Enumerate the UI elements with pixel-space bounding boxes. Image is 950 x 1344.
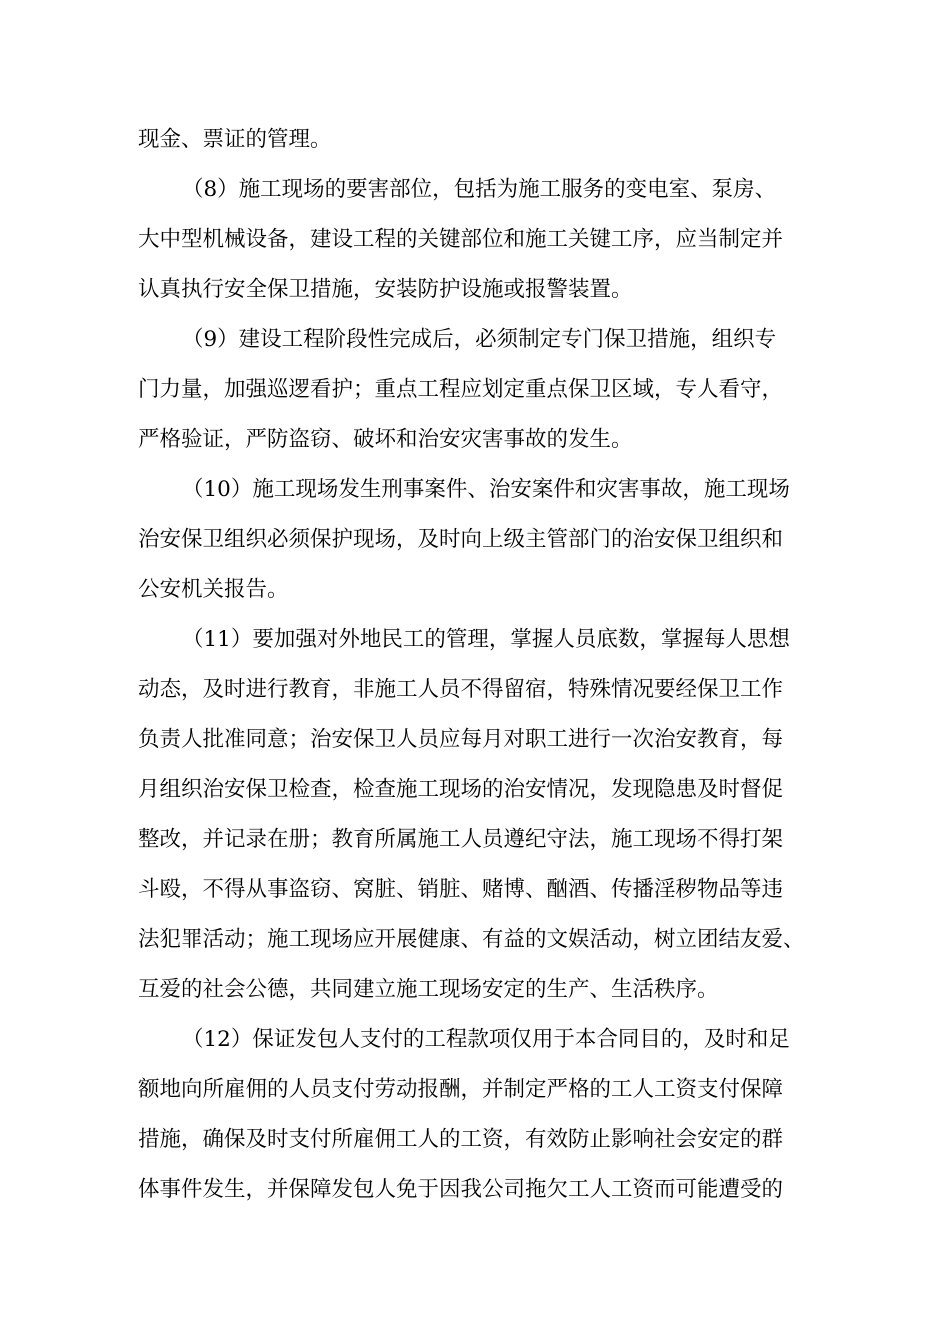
paragraph-9-start: （9）建设工程阶段性完成后，必须制定专门保卫措施，组织专 <box>182 327 777 352</box>
paragraph-11-start: （11）要加强对外地民工的管理，掌握人员底数，掌握每人思想 <box>182 627 790 652</box>
text-line: 整改，并记录在册；教育所属施工人员遵纪守法，施工现场不得打架 <box>138 827 784 852</box>
text-line: 法犯罪活动；施工现场应开展健康、有益的文娱活动，树立团结友爱、 <box>138 927 805 952</box>
text-line: 额地向所雇佣的人员支付劳动报酬，并制定严格的工人工资支付保障 <box>138 1077 784 1102</box>
text-line: 月组织治安保卫检查，检查施工现场的治安情况，发现隐患及时督促 <box>138 777 784 802</box>
text-line: 现金、票证的管理。 <box>138 127 332 152</box>
text-line: 动态，及时进行教育，非施工人员不得留宿，特殊情况要经保卫工作 <box>138 677 784 702</box>
text-line: 门力量，加强巡逻看护；重点工程应划定重点保卫区域，专人看守， <box>138 377 784 402</box>
paragraph-10-start: （10）施工现场发生刑事案件、治安案件和灾害事故，施工现场 <box>182 477 790 502</box>
paragraph-8-start: （8）施工现场的要害部位，包括为施工服务的变电室、泵房、 <box>182 177 777 202</box>
text-line: 治安保卫组织必须保护现场，及时向上级主管部门的治安保卫组织和 <box>138 527 784 552</box>
text-line: 认真执行安全保卫措施，安装防护设施或报警装置。 <box>138 277 633 302</box>
text-line: 严格验证，严防盗窃、破坏和治安灾害事故的发生。 <box>138 427 633 452</box>
text-line: 公安机关报告。 <box>138 577 289 602</box>
text-line: 体事件发生，并保障发包人免于因我公司拖欠工人工资而可能遭受的 <box>138 1177 784 1202</box>
text-line: 互爱的社会公德，共同建立施工现场安定的生产、生活秩序。 <box>138 977 719 1002</box>
text-line: 负责人批准同意；治安保卫人员应每月对职工进行一次治安教育，每 <box>138 727 784 752</box>
text-line: 斗殴，不得从事盗窃、窝脏、销脏、赌博、酗酒、传播淫秽物品等违 <box>138 877 784 902</box>
paragraph-12-start: （12）保证发包人支付的工程款项仅用于本合同目的，及时和足 <box>182 1027 790 1052</box>
text-line: 措施，确保及时支付所雇佣工人的工资，有效防止影响社会安定的群 <box>138 1127 784 1152</box>
text-line: 大中型机械设备，建设工程的关键部位和施工关键工序，应当制定并 <box>138 227 784 252</box>
